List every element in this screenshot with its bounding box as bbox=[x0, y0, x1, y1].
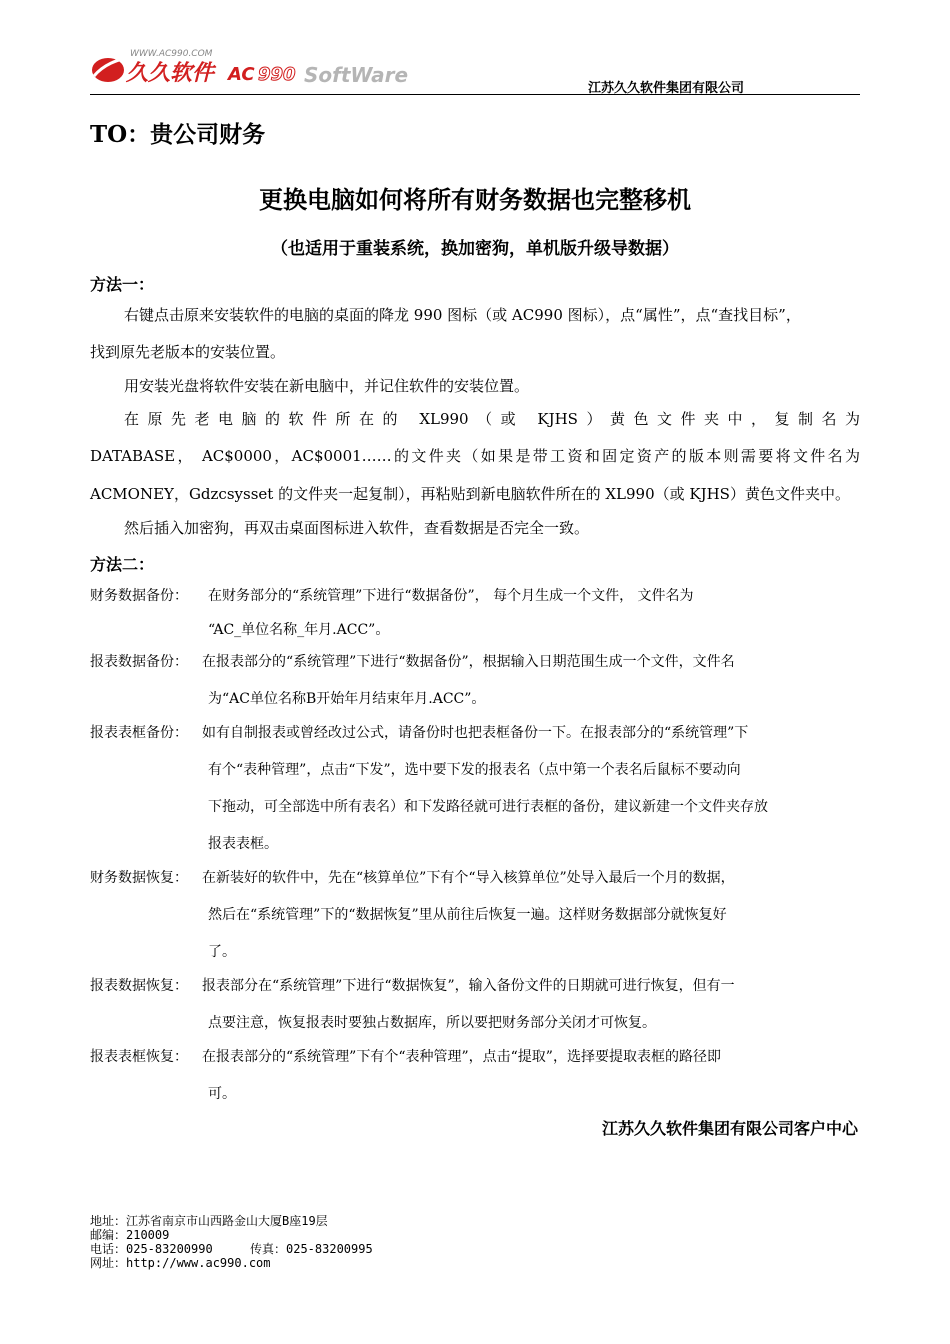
logo-swoosh-icon bbox=[92, 58, 124, 82]
logo-brand-ac: AC bbox=[228, 64, 255, 85]
item-text-line: 在报表部分的“系统管理”下有个“表种管理”，点击“提取”，选择要提取表框的路径即 bbox=[202, 1049, 721, 1065]
signature: 江苏久久软件集团有限公司客户中心 bbox=[601, 1119, 858, 1138]
item-text-line: 在新装好的软件中，先在“核算单位”下有个“导入核算单位”处导入最后一个月的数据， bbox=[202, 870, 735, 886]
method1-p4: 然后插入加密狗，再双击桌面图标进入软件，查看数据是否完全一致。 bbox=[124, 519, 590, 537]
item-text-line: 在报表部分的“系统管理”下进行“数据备份”，根据输入日期范围生成一个文件，文件名 bbox=[202, 654, 735, 670]
item-text-line: “AC_单位名称_年月.ACC”。 bbox=[208, 622, 390, 638]
item-text-line: 有个“表种管理”，点击“下发”，选中要下发的报表名（点中第一个表名后鼠标不要动向 bbox=[208, 762, 741, 778]
item-text-line: 在财务部分的“系统管理”下进行“数据备份”， 每个月生成一个文件， 文件名为 bbox=[208, 588, 694, 604]
item-label-finance-backup: 财务数据备份： bbox=[90, 588, 188, 604]
method1-p3-line1: 在原先老电脑的软件所在的 XL990（或 KJHS）黄色文件夹中，复制名为 bbox=[124, 410, 860, 428]
item-text-line: 可。 bbox=[208, 1086, 236, 1102]
header-company-name: 江苏久久软件集团有限公司 bbox=[587, 81, 744, 96]
logo-url: WWW.AC990.COM bbox=[130, 49, 213, 59]
footer-phone: 电话：025-83200990 bbox=[90, 1242, 213, 1256]
logo-brand-cn: 久久软件 bbox=[126, 61, 215, 86]
method2-heading: 方法二： bbox=[90, 555, 155, 574]
item-text-line: 报表表框。 bbox=[208, 836, 278, 852]
logo-brand-en: SoftWare bbox=[304, 63, 409, 87]
footer-address: 地址：江苏省南京市山西路金山大厦B座19层 bbox=[90, 1214, 328, 1228]
page-title: 更换电脑如何将所有财务数据也完整移机 bbox=[259, 185, 691, 214]
item-text-line: 为“AC单位名称B开始年月结束年月.ACC”。 bbox=[208, 691, 486, 707]
footer-web[interactable]: 网址：http://www.ac990.com bbox=[90, 1256, 271, 1270]
item-label-frame-restore: 报表表框恢复： bbox=[90, 1049, 188, 1065]
item-text-line: 下拖动，可全部选中所有表名）和下发路径就可进行表框的备份，建议新建一个文件夹存放 bbox=[208, 799, 768, 815]
method1-p1-line1: 右键点击原来安装软件的电脑的桌面的降龙 990 图标（或 AC990 图标），点“属性”，点“查找目标”， bbox=[124, 306, 801, 324]
item-text-line: 点要注意，恢复报表时要独占数据库，所以要把财务部分关闭才可恢复。 bbox=[208, 1015, 656, 1031]
item-text-line: 了。 bbox=[208, 944, 236, 960]
item-text-line: 报表部分在“系统管理”下进行“数据恢复”，输入备份文件的日期就可进行恢复，但有一 bbox=[202, 978, 735, 994]
logo-brand-num: 990 bbox=[258, 64, 296, 85]
company-logo bbox=[90, 46, 420, 90]
method1-p3-line3: ACMONEY，Gdzcsysset 的文件夹一起复制），再粘贴到新电脑软件所在的 XL990（或 KJHS）黄色文件夹中。 bbox=[90, 485, 850, 503]
footer-postcode: 邮编：210009 bbox=[90, 1228, 170, 1242]
item-text-line: 如有自制报表或曾经改过公式，请备份时也把表框备份一下。在报表部分的“系统管理”下 bbox=[202, 725, 749, 741]
recipient-line: TO：贵公司财务 bbox=[90, 121, 266, 148]
header-divider bbox=[90, 94, 860, 95]
method1-heading: 方法一： bbox=[90, 275, 155, 294]
method1-p1-line2: 找到原先老版本的安装位置。 bbox=[90, 343, 286, 361]
page-subtitle: （也适用于重装系统，换加密狗，单机版升级导数据） bbox=[271, 239, 679, 259]
method1-p2: 用安装光盘将软件安装在新电脑中，并记住软件的安装位置。 bbox=[124, 377, 530, 395]
item-text-line: 然后在“系统管理”下的“数据恢复”里从前往后恢复一遍。这样财务数据部分就恢复好 bbox=[208, 907, 727, 923]
item-label-frame-backup: 报表表框备份： bbox=[90, 725, 188, 741]
item-label-report-restore: 报表数据恢复： bbox=[90, 978, 188, 994]
footer-fax: 传真：025-83200995 bbox=[250, 1242, 373, 1256]
method1-p3-line2: DATABASE， AC$0000，AC$0001……的文件夹（如果是带工资和固定资产的版本则需要将文件名为 bbox=[90, 447, 860, 465]
item-label-finance-restore: 财务数据恢复： bbox=[90, 870, 188, 886]
item-label-report-backup: 报表数据备份： bbox=[90, 654, 188, 670]
